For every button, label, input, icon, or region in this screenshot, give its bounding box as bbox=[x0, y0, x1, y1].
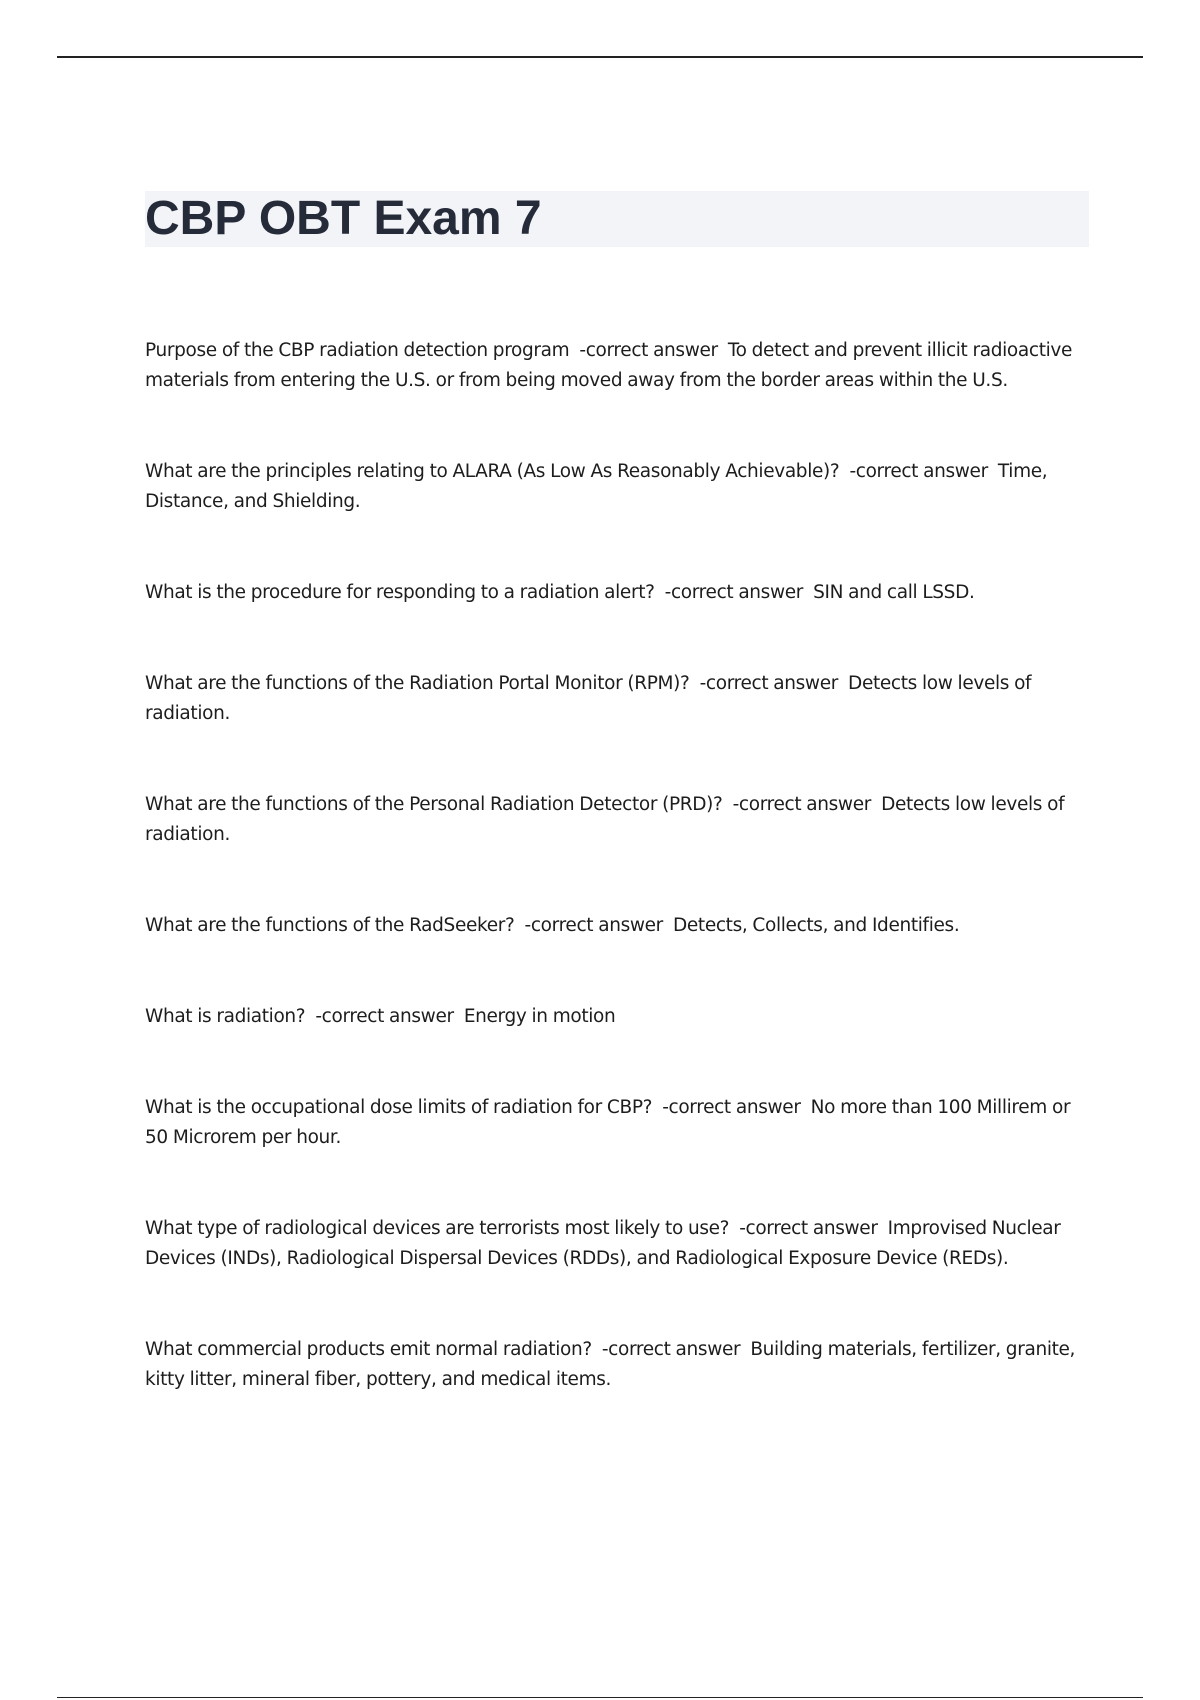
answer-marker: -correct answer bbox=[849, 461, 988, 482]
answer-text: To detect and prevent illicit radioactive materials from entering the U.S. or from being moved away from the border areas within the U.S. bbox=[145, 340, 1073, 391]
answer-marker: -correct answer bbox=[699, 673, 838, 694]
top-rule bbox=[57, 56, 1143, 58]
answer-marker: -correct answer bbox=[524, 915, 663, 936]
answer-text: Building materials, fertilizer, granite, kitty litter, mineral fiber, pottery, and medical items. bbox=[145, 1339, 1076, 1390]
question-text: What type of radiological devices are terrorists most likely to use? bbox=[145, 1218, 730, 1239]
question-text: What is radiation? bbox=[145, 1006, 306, 1027]
qa-list bbox=[145, 336, 1095, 1395]
answer-text: Time, Distance, and Shielding. bbox=[145, 461, 1048, 512]
answer-marker: -correct answer bbox=[739, 1218, 878, 1239]
question-text: What are the functions of the Personal Radiation Detector (PRD)? bbox=[145, 794, 723, 815]
answer-text: Detects low levels of radiation. bbox=[145, 794, 1065, 845]
answer-text: Energy in motion bbox=[463, 1006, 616, 1027]
question-text: What are the functions of the Radiation Portal Monitor (RPM)? bbox=[145, 673, 690, 694]
qa-item bbox=[145, 790, 1095, 850]
question-text: What commercial products emit normal radiation? bbox=[145, 1339, 592, 1360]
answer-marker: -correct answer bbox=[601, 1339, 741, 1360]
qa-item bbox=[145, 1093, 1095, 1153]
question-text: Purpose of the CBP radiation detection program bbox=[145, 340, 570, 361]
answer-marker: -correct answer bbox=[732, 794, 871, 815]
answer-text: Detects low levels of radiation. bbox=[145, 673, 1032, 724]
answer-text: Improvised Nuclear Devices (INDs), Radiological Dispersal Devices (RDDs), and Radiological Exposure Device (REDs). bbox=[145, 1218, 1061, 1269]
question-text: What are the principles relating to ALARA (As Low As Reasonably Achievable)? bbox=[145, 461, 840, 482]
qa-item bbox=[145, 578, 1095, 608]
answer-text: Detects, Collects, and Identifies. bbox=[673, 915, 960, 936]
question-text: What is the occupational dose limits of radiation for CBP? bbox=[145, 1097, 653, 1118]
answer-marker: -correct answer bbox=[664, 582, 804, 603]
title-band bbox=[145, 191, 1089, 247]
qa-item bbox=[145, 1214, 1095, 1274]
question-text: What are the functions of the RadSeeker? bbox=[145, 915, 515, 936]
qa-item bbox=[145, 1335, 1095, 1395]
qa-item bbox=[145, 457, 1095, 517]
answer-text: No more than 100 Millirem or 50 Microrem per hour. bbox=[145, 1097, 1071, 1148]
question-text: What is the procedure for responding to a radiation alert? bbox=[145, 582, 655, 603]
answer-marker: -correct answer bbox=[662, 1097, 801, 1118]
answer-marker: -correct answer bbox=[315, 1006, 454, 1027]
qa-item bbox=[145, 669, 1095, 729]
qa-item bbox=[145, 1002, 1095, 1032]
qa-item bbox=[145, 336, 1095, 396]
answer-marker: -correct answer bbox=[579, 340, 718, 361]
bottom-rule bbox=[57, 1697, 1143, 1698]
qa-item bbox=[145, 911, 1095, 941]
answer-text: SIN and call LSSD. bbox=[813, 582, 975, 603]
page-title: CBP OBT Exam 7 bbox=[145, 192, 542, 245]
